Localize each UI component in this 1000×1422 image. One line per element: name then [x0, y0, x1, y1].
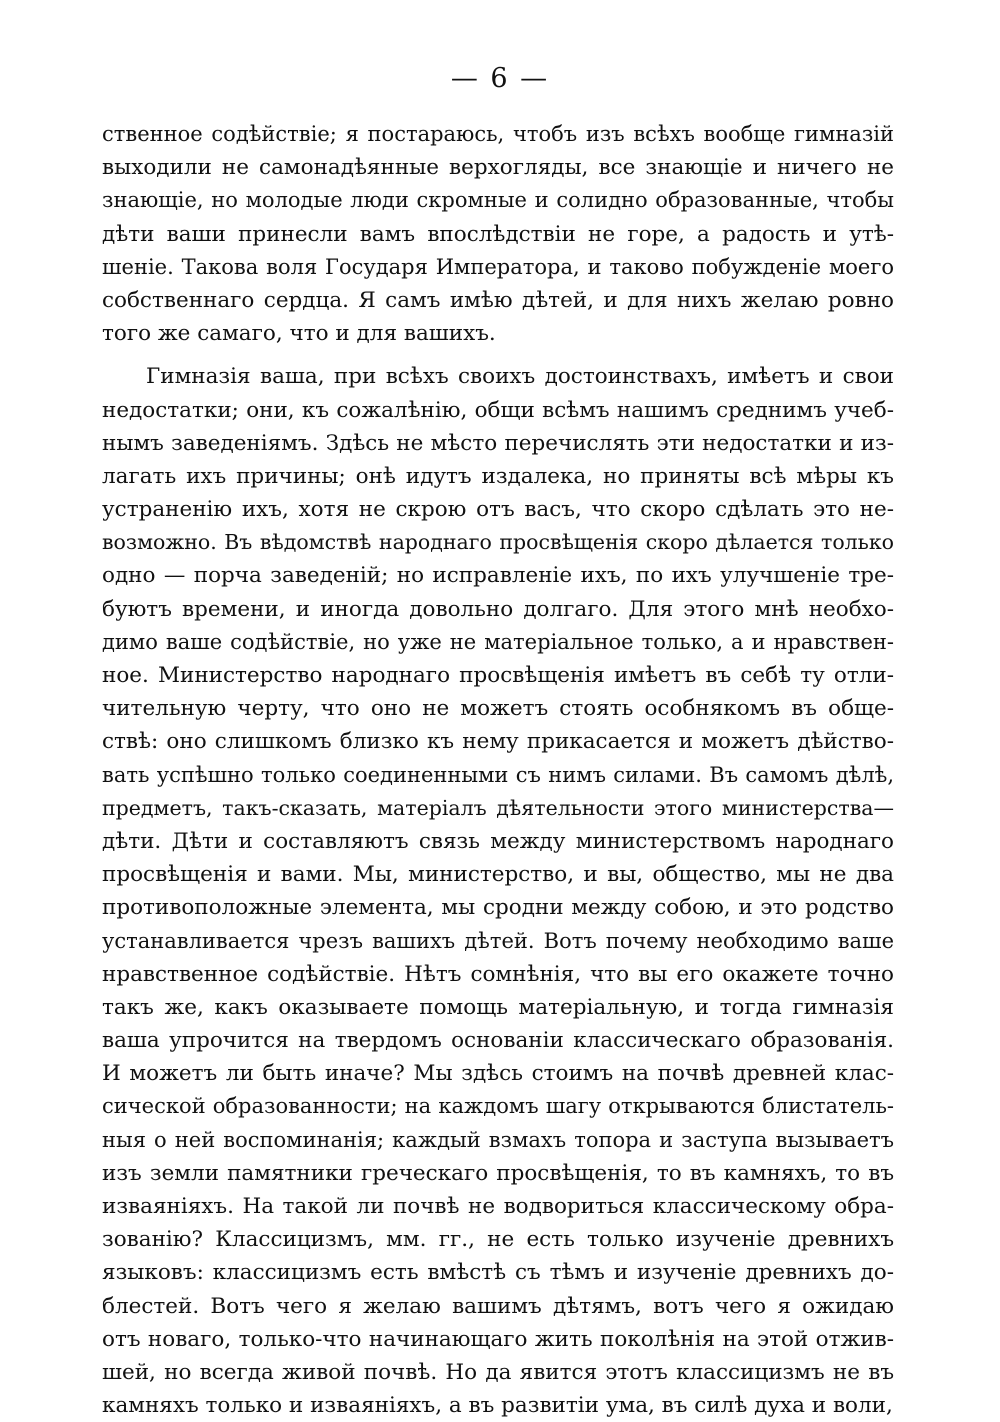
body-text: [102, 118, 894, 1422]
text-line: ственное содѣйствіе; я постараюсь, чтобъ изъ всѣхъ вообще гимназій: [102, 122, 894, 146]
paragraph: [102, 360, 894, 1422]
text-line: зованію? Классицизмъ, мм. гг., не есть только изученіе древнихъ: [102, 1227, 894, 1253]
text-line: И можетъ ли быть иначе? Мы здѣсь стоимъ на почвѣ древней клас-: [102, 1061, 894, 1087]
text-line: противоположные элемента, мы сродни между собою, и это родство: [102, 895, 894, 921]
text-line: языковъ: классицизмъ есть вмѣстѣ съ тѣмъ и изученіе древнихъ до-: [102, 1260, 894, 1286]
text-line: шеніе. Такова воля Государя Императора, и таково побужденіе моего: [102, 254, 894, 279]
text-line: возможно. Въ вѣдомствѣ народнаго просвѣщенія скоро дѣлается только: [102, 530, 894, 555]
text-line: такъ же, какъ оказываете помощь матеріальную, и тогда гимназія: [102, 994, 894, 1020]
text-line: Гимназія ваша, при всѣхъ своихъ достоинствахъ, имѣетъ и свои: [146, 364, 894, 390]
text-line: чительную черту, что оно не можетъ стоять особнякомъ въ обще-: [102, 696, 894, 722]
text-line: изъ земли памятники греческаго просвѣщенія, то въ камняхъ, то въ: [102, 1160, 894, 1186]
text-line: вать успѣшно только соединенными съ нимъ силами. Въ самомъ дѣлѣ,: [102, 762, 894, 787]
text-line: предметъ, такъ-сказать, матеріалъ дѣятельности этого министерства—: [102, 795, 894, 820]
paragraph: [102, 118, 894, 350]
text-line: лагать ихъ причины; онѣ идутъ издалека, но приняты всѣ мѣры къ: [102, 463, 894, 489]
text-line: сической образованности; на каждомъ шагу открываются блистатель-: [102, 1094, 894, 1119]
text-line: изваяніяхъ. На такой ли почвѣ не водвориться классическому обра-: [102, 1194, 894, 1219]
text-line: шей, но всегда живой почвѣ. Но да явится этотъ классицизмъ не въ: [102, 1359, 894, 1385]
text-line: знающіе, но молодые люди скромные и солидно образованные, чтобы: [102, 188, 894, 213]
page-number: — 6 —: [450, 63, 550, 94]
text-line: просвѣщенія и вами. Мы, министерство, и вы, общество, мы не два: [102, 862, 894, 888]
text-line: того же самаго, что и для вашихъ.: [102, 321, 496, 347]
paragraph-gap: [102, 350, 894, 360]
text-line: буютъ времени, и иногда довольно долгаго. Для этого мнѣ необхо-: [102, 596, 894, 622]
text-line: устраненію ихъ, хотя не скрою отъ васъ, что скоро сдѣлать это не-: [102, 497, 894, 523]
text-line: отъ новаго, только-что начинающаго жить поколѣнія на этой отжив-: [102, 1326, 894, 1352]
text-line: одно — порча заведеній; но исправленіе ихъ, по ихъ улучшеніе тре-: [102, 563, 894, 589]
text-line: ствѣ: оно слишкомъ близко къ нему прикасается и можетъ дѣйство-: [102, 729, 894, 755]
text-line: дѣти. Дѣти и составляютъ связь между министерствомъ народнаго: [102, 828, 894, 854]
text-line: камняхъ только и изваяніяхъ, а въ развитіи ума, въ силѣ духа и воли,: [102, 1393, 893, 1419]
text-line: собственнаго сердца. Я самъ имѣю дѣтей, и для нихъ желаю ровно: [102, 287, 894, 313]
text-line: недостатки; они, къ сожалѣнію, общи всѣмъ нашимъ среднимъ учеб-: [102, 397, 894, 423]
text-line: блестей. Вотъ чего я желаю вашимъ дѣтямъ, вотъ чего я ожидаю: [102, 1293, 894, 1319]
text-line: ныя о ней воспоминанія; каждый взмахъ топора и заступа вызываетъ: [102, 1127, 894, 1152]
text-line: нымъ заведеніямъ. Здѣсь не мѣсто перечислять эти недостатки и из-: [102, 430, 894, 456]
text-line: ваша упрочится на твердомъ основаніи классическаго образованія.: [102, 1028, 894, 1054]
text-line: выходили не самонадѣянные верхогляды, все знающіе и ничего не: [102, 155, 894, 181]
text-line: нравственное содѣйствіе. Нѣтъ сомнѣнія, что вы его окажете точно: [102, 961, 894, 987]
text-line: устанавливается чрезъ вашихъ дѣтей. Вотъ почему необходимо ваше: [102, 928, 894, 953]
text-line: ное. Министерство народнаго просвѣщенія имѣетъ въ себѣ ту отли-: [102, 663, 894, 688]
text-line: дѣти ваши принесли вамъ впослѣдствіи не горе, а радость и утѣ-: [102, 221, 894, 247]
text-line: димо ваше содѣйствіе, но уже не матеріальное только, а и нравствен-: [102, 629, 894, 654]
